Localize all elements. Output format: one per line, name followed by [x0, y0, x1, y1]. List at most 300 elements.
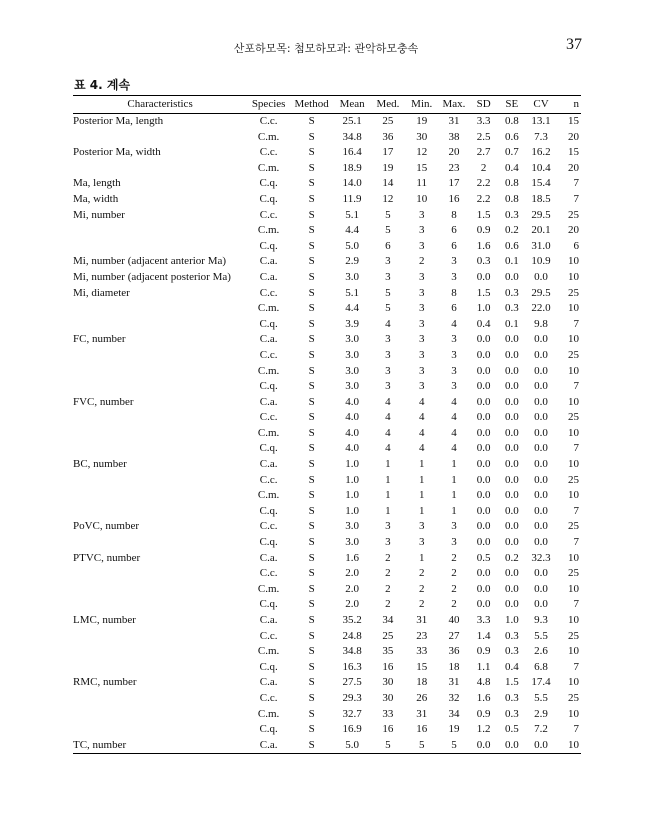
cell-species: C.m.	[257, 645, 280, 658]
cell-sd: 0.0	[469, 738, 498, 754]
cell-species: C.m.	[257, 582, 280, 595]
cell-species: C.c.	[259, 629, 278, 642]
cell-n: 7	[573, 192, 579, 205]
cell-cv: 10.4	[531, 161, 551, 174]
cell-method: S	[308, 442, 315, 455]
cell-sd: 2.5	[476, 130, 491, 143]
cell-max: 16	[448, 192, 460, 205]
cell-method: S	[308, 551, 315, 564]
cell-cv: 0.0	[534, 270, 548, 283]
cell-characteristic	[73, 722, 247, 738]
cell-se: 0.2	[504, 224, 519, 237]
cell-median: 4	[385, 426, 391, 439]
cell-cv: 0.0	[534, 395, 548, 408]
cell-se: 0.7	[504, 146, 519, 159]
cell-max: 4	[451, 411, 457, 424]
cell-mean: 3.0	[345, 536, 359, 549]
table-row	[73, 675, 581, 691]
cell-cv: 22.0	[531, 302, 551, 315]
cell-sd: 2.2	[476, 177, 491, 190]
table-row	[73, 395, 581, 411]
cell-sd: 0.0	[476, 270, 491, 283]
cell-max: 8	[451, 208, 457, 221]
cell-mean: 11.9	[342, 192, 362, 205]
cell-median: 1	[385, 489, 391, 502]
cell-cv: 29.5	[531, 286, 551, 299]
cell-sd: 0.4	[476, 317, 491, 330]
cell-characteristic	[73, 364, 247, 380]
cell-min: 4	[418, 426, 425, 439]
cell-median: 25	[382, 629, 394, 642]
cell-median: 4	[385, 395, 391, 408]
cell-n: 10	[568, 645, 579, 658]
cell-method: S	[308, 146, 315, 159]
table-body	[73, 114, 581, 754]
cell-n: 10	[568, 458, 579, 471]
cell-characteristic	[73, 317, 247, 333]
cell-mean: 2.0	[345, 598, 359, 611]
table-row	[73, 441, 581, 457]
cell-mean: 34.8	[342, 130, 362, 143]
cell-species: C.q.	[259, 442, 278, 455]
cell-characteristic: Mi, number (adjacent anterior Ma)	[73, 255, 227, 268]
cell-species: C.c.	[259, 115, 278, 127]
cell-n: 10	[568, 426, 579, 439]
cell-se: 0.0	[504, 536, 519, 549]
cell-max: 5	[439, 738, 470, 754]
cell-median: 17	[382, 146, 394, 159]
cell-max: 6	[451, 224, 457, 237]
cell-median: 3	[385, 348, 391, 361]
cell-min: 3	[418, 239, 425, 252]
cell-cv: 15.4	[531, 177, 551, 190]
cell-median: 2	[385, 598, 391, 611]
cell-min: 3	[418, 270, 425, 283]
cell-se: 0.0	[498, 738, 526, 754]
cell-mean: 5.1	[345, 286, 359, 299]
cell-species: C.q.	[259, 192, 278, 205]
cell-median: 1	[385, 458, 391, 471]
cell-min: 12	[416, 146, 428, 159]
cell-mean: 18.9	[342, 161, 362, 174]
table-row	[73, 192, 581, 208]
cell-n: 10	[568, 551, 579, 564]
cell-method: S	[308, 536, 315, 549]
cell-sd: 1.2	[476, 723, 491, 736]
cell-sd: 1.6	[476, 239, 491, 252]
cell-species: C.q.	[259, 380, 278, 393]
cell-characteristic: Posterior Ma, length	[73, 115, 164, 127]
cell-sd: 1.4	[476, 629, 491, 642]
cell-se: 0.6	[504, 130, 519, 143]
cell-characteristic	[73, 379, 247, 395]
cell-max: 20	[448, 146, 460, 159]
cell-method: S	[308, 582, 315, 595]
cell-max: 1	[451, 504, 457, 517]
table-row	[73, 597, 581, 613]
cell-mean: 3.0	[345, 380, 359, 393]
cell-n: 7	[573, 380, 579, 393]
cell-species: C.q.	[259, 536, 278, 549]
cell-characteristic	[73, 660, 247, 676]
cell-mean: 34.8	[342, 645, 362, 658]
cell-min: 23	[416, 629, 428, 642]
cell-method: S	[308, 364, 315, 377]
cell-se: 0.0	[504, 426, 519, 439]
cell-sd: 0.0	[476, 364, 491, 377]
cell-max: 4	[451, 395, 457, 408]
cell-characteristic: FVC, number	[73, 395, 134, 408]
cell-species: C.c.	[259, 146, 278, 159]
cell-characteristic	[73, 504, 247, 520]
cell-cv: 0.0	[534, 473, 548, 486]
cell-median: 2	[385, 582, 391, 595]
column-header-se: SE	[498, 96, 526, 114]
cell-n: 10	[556, 738, 581, 754]
table-row	[73, 504, 581, 520]
cell-cv: 5.5	[534, 691, 548, 704]
cell-n: 7	[573, 723, 579, 736]
table-row	[73, 208, 581, 224]
cell-se: 0.8	[504, 115, 519, 127]
cell-mean: 3.0	[345, 520, 359, 533]
cell-max: 3	[451, 364, 457, 377]
cell-species: C.c.	[259, 411, 278, 424]
column-header-characteristics: Characteristics	[73, 96, 247, 114]
cell-method: S	[308, 614, 315, 626]
cell-max: 40	[448, 614, 460, 626]
cell-mean: 1.0	[345, 473, 359, 486]
cell-mean: 25.1	[342, 115, 362, 127]
cell-max: 6	[451, 239, 457, 252]
cell-max: 1	[451, 489, 457, 502]
cell-species: C.m.	[257, 161, 280, 174]
cell-sd: 1.0	[476, 302, 491, 315]
cell-cv: 0.0	[534, 333, 548, 346]
cell-species: C.a.	[259, 270, 278, 283]
cell-se: 0.0	[504, 442, 519, 455]
cell-mean: 3.0	[345, 333, 359, 346]
cell-characteristic: Mi, number (adjacent posterior Ma)	[73, 270, 231, 283]
cell-se: 0.6	[504, 239, 519, 252]
cell-mean: 4.0	[345, 426, 359, 439]
table-row	[73, 535, 581, 551]
cell-cv: 0.0	[534, 567, 548, 580]
cell-min: 4	[418, 442, 425, 455]
cell-max: 4	[451, 317, 457, 330]
cell-method: S	[308, 707, 315, 720]
cell-se: 0.3	[504, 629, 519, 642]
cell-median: 5	[385, 302, 391, 315]
cell-n: 10	[568, 582, 579, 595]
cell-mean: 14.0	[342, 177, 362, 190]
cell-max: 6	[451, 302, 457, 315]
cell-median: 2	[385, 567, 391, 580]
cell-sd: 0.0	[476, 442, 491, 455]
cell-se: 0.0	[504, 380, 519, 393]
cell-method: S	[308, 302, 315, 315]
cell-min: 1	[418, 458, 425, 471]
cell-min: 3	[418, 333, 425, 346]
table-row	[73, 566, 581, 582]
cell-min: 1	[418, 551, 425, 564]
table-row	[73, 254, 581, 270]
cell-max: 1	[451, 458, 457, 471]
cell-characteristic	[73, 488, 247, 504]
cell-median: 12	[382, 192, 394, 205]
cell-min: 2	[418, 582, 425, 595]
table-row	[73, 301, 581, 317]
cell-min: 2	[418, 598, 425, 611]
cell-n: 25	[568, 286, 579, 299]
table-row	[73, 722, 581, 738]
cell-se: 0.0	[504, 489, 519, 502]
cell-n: 20	[568, 224, 579, 237]
cell-characteristic: FC, number	[73, 333, 126, 346]
cell-characteristic: Mi, diameter	[73, 286, 130, 299]
cell-max: 2	[451, 551, 457, 564]
cell-n: 15	[568, 146, 579, 159]
cell-median: 34	[382, 614, 394, 626]
cell-sd: 0.0	[476, 504, 491, 517]
cell-method: S	[308, 426, 315, 439]
cell-median: 5	[385, 208, 391, 221]
cell-species: C.a.	[259, 676, 278, 689]
cell-max: 3	[451, 255, 457, 268]
cell-cv: 0.0	[534, 582, 548, 595]
cell-cv: 32.3	[531, 551, 551, 564]
cell-n: 25	[568, 567, 579, 580]
cell-mean: 16.4	[342, 146, 362, 159]
cell-sd: 0.0	[476, 380, 491, 393]
cell-sd: 0.9	[476, 224, 491, 237]
cell-se: 0.0	[504, 270, 519, 283]
cell-se: 0.3	[504, 208, 519, 221]
cell-cv: 0.0	[534, 520, 548, 533]
cell-min: 16	[416, 723, 428, 736]
cell-median: 3	[385, 255, 391, 268]
cell-se: 0.3	[504, 645, 519, 658]
cell-min: 3	[418, 317, 425, 330]
cell-sd: 0.9	[476, 707, 491, 720]
running-head: 산포하모목: 첨모하모과: 관악하모충속	[233, 42, 419, 55]
cell-max: 31	[448, 115, 460, 127]
cell-method: S	[290, 738, 333, 754]
cell-mean: 4.0	[345, 411, 359, 424]
cell-se: 0.0	[504, 333, 519, 346]
cell-mean: 3.0	[345, 270, 359, 283]
cell-min: 19	[416, 115, 428, 127]
cell-min: 2	[418, 567, 425, 580]
cell-n: 10	[568, 676, 579, 689]
cell-species: C.m.	[257, 224, 280, 237]
table-row	[73, 629, 581, 645]
cell-max: 18	[448, 660, 460, 673]
cell-sd: 0.0	[476, 489, 491, 502]
cell-sd: 1.1	[476, 660, 491, 673]
cell-n: 25	[568, 629, 579, 642]
cell-min: 4	[418, 411, 425, 424]
cell-median: 3	[385, 333, 391, 346]
cell-species: C.q.	[259, 660, 278, 673]
cell-species: C.c.	[259, 286, 278, 299]
cell-species: C.q.	[259, 317, 278, 330]
cell-max: 17	[448, 177, 460, 190]
cell-characteristic	[73, 239, 247, 255]
cell-max: 2	[451, 598, 457, 611]
cell-min: 31	[416, 707, 428, 720]
cell-method: S	[308, 348, 315, 361]
cell-min: 1	[418, 504, 425, 517]
table-row	[73, 473, 581, 489]
cell-mean: 27.5	[342, 676, 362, 689]
cell-n: 25	[568, 473, 579, 486]
cell-cv: 9.3	[534, 614, 548, 626]
cell-max: 38	[448, 130, 460, 143]
cell-min: 3	[418, 364, 425, 377]
cell-min: 1	[418, 473, 425, 486]
cell-sd: 0.0	[476, 567, 491, 580]
cell-characteristic	[73, 473, 247, 489]
cell-method: S	[308, 598, 315, 611]
cell-cv: 20.1	[531, 224, 551, 237]
table-row	[73, 286, 581, 302]
cell-median: 25	[382, 115, 394, 127]
cell-n: 25	[568, 348, 579, 361]
cell-se: 0.1	[504, 255, 519, 268]
cell-min: 11	[416, 177, 428, 190]
cell-species: C.m.	[257, 707, 280, 720]
cell-method: S	[308, 504, 315, 517]
table-row	[73, 457, 581, 473]
table-row	[73, 348, 581, 364]
cell-cv: 18.5	[531, 192, 551, 205]
cell-sd: 0.5	[476, 551, 491, 564]
cell-mean: 32.7	[342, 707, 362, 720]
column-header-sd: SD	[469, 96, 498, 114]
cell-cv: 0.0	[534, 426, 548, 439]
table-row	[73, 270, 581, 286]
cell-min: 3	[418, 286, 425, 299]
cell-min: 3	[418, 302, 425, 315]
cell-n: 25	[568, 208, 579, 221]
cell-n: 7	[573, 177, 579, 190]
cell-se: 0.0	[504, 411, 519, 424]
cell-method: S	[308, 520, 315, 533]
cell-max: 4	[451, 442, 457, 455]
cell-se: 0.4	[504, 161, 519, 174]
cell-max: 36	[448, 645, 460, 658]
cell-median: 4	[385, 317, 391, 330]
cell-n: 7	[573, 660, 579, 673]
cell-cv: 0.0	[534, 536, 548, 549]
cell-species: C.m.	[257, 426, 280, 439]
cell-cv: 13.1	[531, 115, 551, 127]
cell-method: S	[308, 676, 315, 689]
cell-mean: 2.0	[345, 582, 359, 595]
cell-species: C.a.	[259, 255, 278, 268]
cell-max: 27	[448, 629, 460, 642]
cell-method: S	[308, 691, 315, 704]
cell-mean: 1.0	[345, 458, 359, 471]
cell-median: 3	[385, 520, 391, 533]
cell-cv: 16.2	[531, 146, 551, 159]
cell-se: 0.4	[504, 660, 519, 673]
cell-se: 0.2	[504, 551, 519, 564]
table-row	[73, 176, 581, 192]
data-table	[73, 95, 581, 754]
cell-cv: 0.0	[526, 738, 557, 754]
cell-max: 23	[448, 161, 460, 174]
cell-median: 14	[382, 177, 394, 190]
cell-sd: 0.0	[476, 348, 491, 361]
cell-median: 5	[371, 738, 405, 754]
cell-sd: 0.0	[476, 426, 491, 439]
table-row	[73, 691, 581, 707]
cell-median: 4	[385, 442, 391, 455]
cell-max: 19	[448, 723, 460, 736]
cell-cv: 10.9	[531, 255, 551, 268]
cell-species: C.c.	[259, 567, 278, 580]
cell-sd: 2.7	[476, 146, 491, 159]
table-row	[73, 130, 581, 146]
table-row	[73, 707, 581, 723]
cell-median: 2	[385, 551, 391, 564]
cell-characteristic: TC, number	[73, 738, 247, 754]
cell-sd: 0.0	[476, 536, 491, 549]
cell-method: S	[308, 224, 315, 237]
table-row	[73, 364, 581, 380]
cell-sd: 4.8	[476, 676, 491, 689]
cell-min: 2	[418, 255, 425, 268]
cell-max: 2	[451, 567, 457, 580]
cell-species: C.a.	[259, 614, 278, 626]
cell-species: C.c.	[259, 520, 278, 533]
cell-cv: 0.0	[534, 489, 548, 502]
cell-n: 25	[568, 411, 579, 424]
column-header-n: n	[556, 96, 581, 114]
cell-characteristic	[73, 566, 247, 582]
cell-se: 0.0	[504, 364, 519, 377]
cell-cv: 7.3	[534, 130, 548, 143]
cell-median: 19	[382, 161, 394, 174]
cell-median: 16	[382, 660, 394, 673]
cell-min: 3	[418, 520, 425, 533]
cell-mean: 3.9	[345, 317, 359, 330]
cell-n: 6	[573, 239, 579, 252]
cell-max: 4	[451, 426, 457, 439]
cell-sd: 1.5	[476, 208, 491, 221]
cell-max: 3	[451, 333, 457, 346]
cell-min: 3	[418, 380, 425, 393]
table-row	[73, 114, 581, 130]
column-header-max: Max.	[439, 96, 470, 114]
table-row	[73, 644, 581, 660]
table-row	[73, 332, 581, 348]
cell-mean: 4.4	[345, 224, 359, 237]
cell-min: 3	[418, 208, 425, 221]
cell-median: 33	[382, 707, 394, 720]
cell-se: 0.5	[504, 723, 519, 736]
cell-characteristic	[73, 130, 247, 146]
cell-characteristic	[73, 691, 247, 707]
cell-cv: 9.8	[534, 317, 548, 330]
cell-se: 0.0	[504, 458, 519, 471]
cell-min: 18	[416, 676, 428, 689]
cell-characteristic	[73, 644, 247, 660]
cell-characteristic: BC, number	[73, 458, 127, 471]
cell-min: 1	[418, 489, 425, 502]
